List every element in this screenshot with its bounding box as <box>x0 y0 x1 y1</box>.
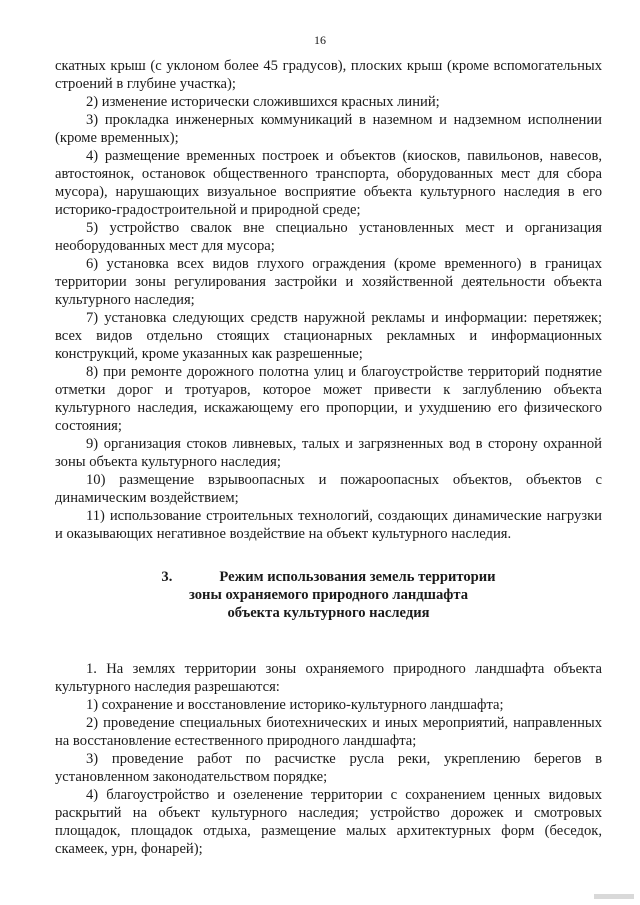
paragraph: 6) установка всех видов глухого ограждения (кроме временного) в границах территории зоны регулирования застройки и хозяйственной деятельности объекта культурного наследия; <box>55 256 602 308</box>
paragraph: 3) прокладка инженерных коммуникаций в наземном и надземном исполнении (кроме временных); <box>55 112 602 146</box>
scan-corner-mark <box>594 894 634 899</box>
paragraph: скатных крыш (с уклоном более 45 градусов), плоских крыш (кроме вспомогательных строений в глубине участка); <box>55 58 602 92</box>
section-title-line: Режим использования земель территории <box>219 569 496 585</box>
paragraph: 2) проведение специальных биотехнических и иных мероприятий, направленных на восстановление естественного природного ландшафта; <box>55 715 602 749</box>
paragraph: 8) при ремонте дорожного полотна улиц и благоустройстве территорий поднятие отметки дорог и тротуаров, которое может привести к заглублению объекта культурного наследия, искажающему его пропорции, и ухудшению его физического состояния; <box>55 364 602 434</box>
paragraph: 3) проведение работ по расчистке русла реки, укреплению берегов в установленном законодательством порядке; <box>55 751 602 785</box>
paragraph: 5) устройство свалок вне специально установленных мест и организация необорудованных мест для мусора; <box>55 220 602 254</box>
paragraph: 1) сохранение и восстановление историко-культурного ландшафта; <box>86 697 504 713</box>
paragraph: 7) установка следующих средств наружной рекламы и информации: перетяжек; всех видов отдельно стоящих стационарных рекламных и информационных конструкций, кроме указанных как разрешенные; <box>55 310 602 362</box>
paragraph: 9) организация стоков ливневых, талых и загрязненных вод в сторону охранной зоны объекта культурного наследия; <box>55 436 602 470</box>
section-number: 3. <box>161 569 173 585</box>
paragraph: 11) использование строительных технологий, создающих динамические нагрузки и оказывающих негативное воздействие на объект культурного наследия. <box>55 508 602 542</box>
page-number: 16 <box>314 33 326 47</box>
section-heading <box>55 568 602 622</box>
paragraph: 1. На землях территории зоны охраняемого природного ландшафта объекта культурного наследия разрешаются: <box>55 661 602 695</box>
section-heading-line <box>55 568 602 586</box>
permitted-uses-list <box>55 660 602 858</box>
paragraph: 10) размещение взрывоопасных и пожароопасных объектов, объектов с динамическим воздействием; <box>55 472 602 506</box>
paragraph: 4) благоустройство и озеленение территории с сохранением ценных видовых раскрытий на объект культурного наследия; устройство дорожек и смотровых площадок, площадок отдыха, размещение малых архитектурных форм (беседок, скамеек, урн, фонарей); <box>55 787 602 857</box>
document-body <box>55 57 602 858</box>
section-title-line: зоны охраняемого природного ландшафта <box>188 587 469 603</box>
section-title-line: объекта культурного наследия <box>227 605 430 621</box>
restrictions-list <box>55 57 602 543</box>
paragraph: 2) изменение исторически сложившихся красных линий; <box>86 94 440 110</box>
paragraph: 4) размещение временных построек и объектов (киосков, павильонов, навесов, автостоянок, остановок общественного транспорта, оборудованных мест для сбора мусора), нарушающих визуальное восприятие объекта культурного наследия в его историко-градостроительной и природной среде; <box>55 148 602 218</box>
